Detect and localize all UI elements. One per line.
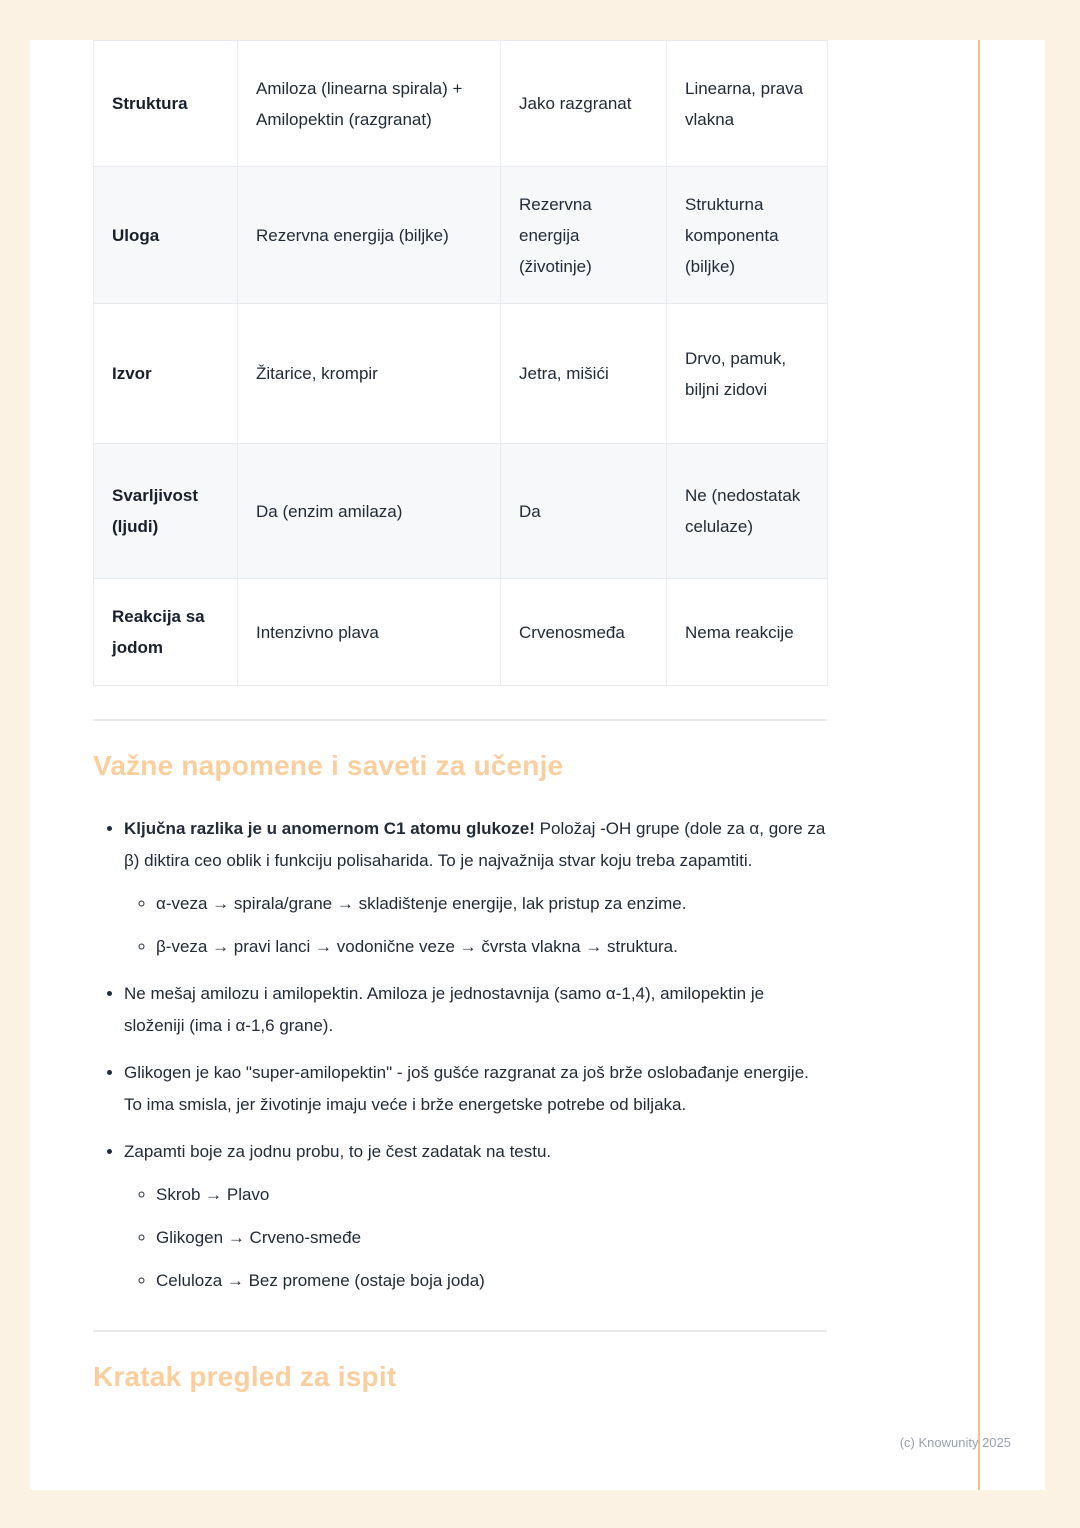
notes-section-title: Važne napomene i saveti za učenje xyxy=(93,750,564,781)
sub-list-item: ◦ β-veza → pravi lanci → vodonične veze → čvrsta vlakna → struktura. xyxy=(156,931,827,963)
table-cell: Amiloza (linearna spirala) + Amilopektin (razgranat) xyxy=(238,41,501,167)
table-cell: Intenzivno plava xyxy=(238,579,501,686)
document-content xyxy=(93,40,827,1395)
sub-list xyxy=(124,888,827,963)
table-cell: Da xyxy=(501,444,667,579)
row-label: Izvor xyxy=(94,304,238,444)
sub-list-item: ◦ α-veza → spirala/grane → skladištenje energije, lak pristup za enzime. xyxy=(156,888,827,920)
bullet-bold-text: Ključna razlika je u anomernom C1 atomu glukoze! xyxy=(124,819,535,838)
row-label: Struktura xyxy=(94,41,238,167)
bullet-text: Glikogen je kao "super-amilopektin" - još gušće razgranat za još brže oslobađanje energije. To ima smisla, jer životinje imaju veće i brže energetske potrebe od biljaka. xyxy=(124,1063,809,1114)
section-divider xyxy=(93,719,827,721)
list-item xyxy=(124,978,827,1042)
table-row-reakcija xyxy=(94,579,828,686)
document-sheet xyxy=(30,40,1045,1490)
bullet-text: Zapamti boje za jodnu probu, to je čest zadatak na testu. xyxy=(124,1142,552,1161)
margin-accent-line xyxy=(978,40,980,1490)
table-cell: Žitarice, krompir xyxy=(238,304,501,444)
table-row-struktura xyxy=(94,41,828,167)
comparison-table xyxy=(93,40,828,686)
table-row-svarljivost xyxy=(94,444,828,579)
table-cell: Drvo, pamuk, biljni zidovi xyxy=(667,304,828,444)
table-cell: Nema reakcije xyxy=(667,579,828,686)
bullet-text: Položaj -OH grupe (dole za α, gore za β) diktira ceo oblik i funkciju polisaharida. To je najvažnija stvar koju treba zapamtiti. xyxy=(124,819,826,870)
sub-list-item: ◦ Glikogen → Crveno-smeđe xyxy=(156,1222,827,1254)
table-cell: Da (enzim amilaza) xyxy=(238,444,501,579)
sub-list-item: ◦ Skrob → Plavo xyxy=(156,1179,827,1211)
section-divider xyxy=(93,1330,827,1332)
table-cell: Strukturna komponenta (biljke) xyxy=(667,167,828,304)
row-label: Reakcija sa jodom xyxy=(94,579,238,686)
notes-list xyxy=(93,813,827,1297)
bullet-text: Ne mešaj amilozu i amilopektin. Amiloza je jednostavnija (samo α-1,4), amilopektin je složeniji (ima i α-1,6 grane). xyxy=(124,984,765,1035)
table-cell: Rezervna energija (biljke) xyxy=(238,167,501,304)
table-cell: Jako razgranat xyxy=(501,41,667,167)
review-section-title: Kratak pregled za ispit xyxy=(93,1361,397,1392)
row-label: Svarljivost (ljudi) xyxy=(94,444,238,579)
table-row-uloga xyxy=(94,167,828,304)
row-label: Uloga xyxy=(94,167,238,304)
table-row-izvor xyxy=(94,304,828,444)
footer-credit: (c) Knowunity 2025 xyxy=(899,1435,1011,1450)
list-item xyxy=(124,1057,827,1121)
list-item xyxy=(124,813,827,963)
sub-list-item: ◦ Celuloza → Bez promene (ostaje boja joda) xyxy=(156,1265,827,1297)
list-item xyxy=(124,1136,827,1297)
table-cell: Crvenosmeđa xyxy=(501,579,667,686)
table-cell: Rezervna energija (životinje) xyxy=(501,167,667,304)
table-cell: Linearna, prava vlakna xyxy=(667,41,828,167)
sub-list xyxy=(124,1179,827,1297)
table-cell: Ne (nedostatak celulaze) xyxy=(667,444,828,579)
table-cell: Jetra, mišići xyxy=(501,304,667,444)
